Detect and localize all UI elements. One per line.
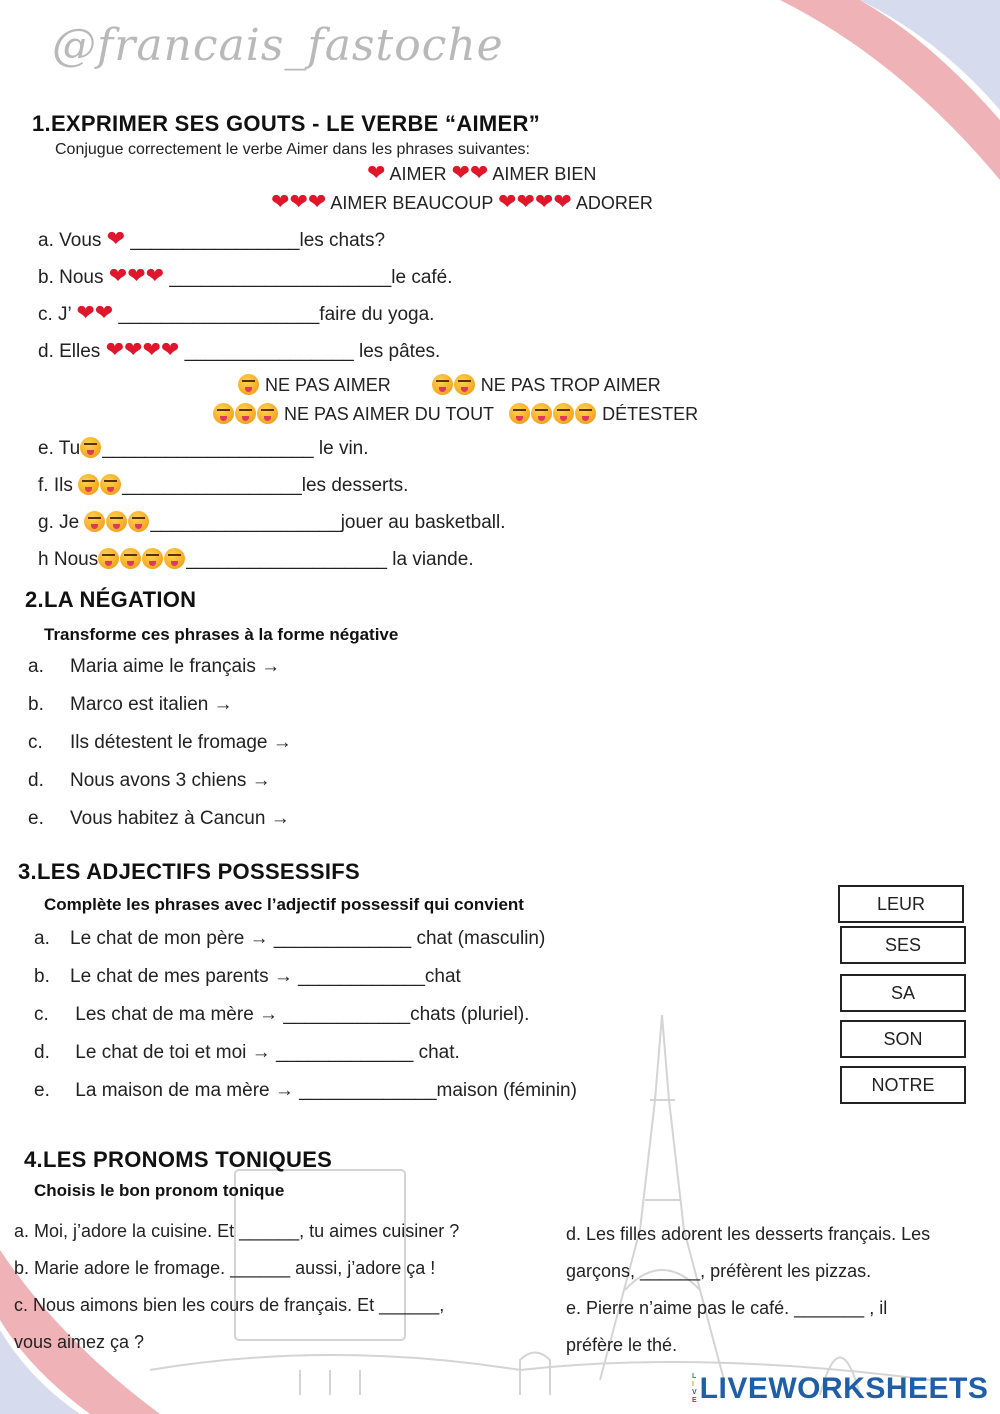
item-prefix: a. Vous — [38, 230, 102, 251]
pronoun-item-d-line1: d. Les filles adorent les desserts français. Les — [566, 1224, 931, 1244]
item-text: Le chat de mes parents → ____________chat — [70, 966, 461, 987]
item-letter: e. — [34, 1080, 50, 1101]
negation-item-a — [28, 656, 280, 678]
grimace-face-icon — [100, 474, 121, 495]
section-1-title: EXPRIMER SES GOUTS - LE VERBE “AIMER” — [50, 111, 541, 136]
section-3-number: 3. — [18, 859, 37, 884]
grimace-face-icon — [432, 374, 453, 395]
answer-blank[interactable]: _________________ — [122, 475, 302, 496]
grimace-face-icon — [454, 374, 475, 395]
legend-aimer-bien: AIMER BIEN — [492, 164, 597, 184]
item-prefix: g. Je — [38, 512, 80, 533]
item-suffix: le vin. — [313, 438, 369, 459]
grimace-face-icon — [213, 403, 234, 424]
heart-icon: ❤ — [105, 337, 125, 362]
possessive-item-d — [34, 1042, 460, 1064]
item-letter: c. — [34, 1004, 49, 1025]
heart-icon: ❤ — [124, 337, 143, 362]
legend-row-3 — [238, 374, 661, 396]
legend-ne-pas-trop-aimer: NE PAS TROP AIMER — [480, 375, 661, 395]
pronoun-item-a: a. Moi, j’adore la cuisine. Et ______, tu aimes cuisiner ? — [14, 1221, 460, 1241]
item-letter: c. — [28, 732, 43, 753]
section-2-number: 2. — [25, 587, 44, 612]
answer-blank[interactable]: ___________________ — [186, 549, 387, 570]
legend-ne-pas-aimer-du-tout: NE PAS AIMER DU TOUT — [284, 404, 495, 424]
item-text: Le chat de mon père → _____________ chat (masculin) — [70, 928, 546, 949]
grimace-face-icon — [257, 403, 278, 424]
legend-row-2 — [271, 191, 653, 214]
exercise-1f — [38, 474, 408, 497]
exercise-1h — [38, 548, 474, 571]
exercise-1d — [38, 339, 440, 363]
grimace-face-icon — [78, 474, 99, 495]
item-prefix: e. Tu — [38, 438, 81, 459]
choice-box-sa[interactable]: SA — [840, 974, 966, 1012]
answer-blank[interactable]: __________________ — [150, 512, 341, 533]
heart-icon: ❤ — [271, 189, 290, 214]
section-2-instruction: Transforme ces phrases à la forme négative — [44, 625, 399, 644]
grimace-face-icon — [553, 403, 574, 424]
answer-blank[interactable]: _____________________ — [169, 267, 392, 288]
exercise-1g — [38, 511, 505, 534]
heart-icon: ❤ — [94, 300, 114, 325]
item-letter: a. — [34, 928, 50, 949]
brand-name: LIVEWORKSHEETS — [699, 1372, 989, 1405]
exercise-1e — [38, 437, 369, 460]
answer-blank[interactable]: ____________________ — [102, 438, 314, 459]
heart-icon: ❤ — [498, 189, 517, 214]
item-letter: b. — [34, 966, 50, 987]
pronoun-item-d-line2: garçons, ______, préfèrent les pizzas. — [566, 1261, 872, 1281]
answer-blank[interactable]: ___________________ — [118, 304, 320, 325]
negation-item-c — [28, 732, 292, 754]
item-suffix: faire du yoga. — [319, 304, 435, 325]
exercise-1a — [38, 228, 385, 252]
item-text: Maria aime le français → — [70, 656, 281, 677]
grimace-face-icon — [98, 548, 119, 569]
section-4-title: LES PRONOMS TONIQUES — [42, 1147, 333, 1172]
choice-box-leur[interactable]: LEUR — [838, 885, 964, 923]
item-letter: d. — [28, 770, 44, 791]
legend-aimer-beaucoup: AIMER BEAUCOUP — [330, 193, 494, 213]
grimace-face-icon — [142, 548, 163, 569]
heart-icon: ❤ — [160, 337, 180, 362]
grimace-face-icon — [531, 403, 552, 424]
heart-icon: ❤ — [534, 189, 554, 214]
answer-blank[interactable]: ________________ — [130, 230, 300, 251]
pronoun-item-e-line1: e. Pierre n’aime pas le café. _______ , il — [566, 1298, 888, 1318]
heart-icon: ❤ — [142, 337, 161, 362]
grimace-face-icon — [120, 548, 141, 569]
answer-blank[interactable]: ________________ — [184, 341, 354, 362]
heart-icon: ❤ — [516, 189, 535, 214]
item-text: Les chat de ma mère → ____________chats (pluriel). — [70, 1004, 530, 1025]
heart-icon: ❤ — [106, 226, 126, 251]
grimace-face-icon — [164, 548, 185, 569]
legend-detester: DÉTESTER — [602, 404, 699, 424]
item-text: Nous avons 3 chiens → — [70, 770, 271, 791]
item-suffix: jouer au basketball. — [340, 512, 506, 533]
section-2-heading — [25, 587, 196, 613]
item-prefix: d. Elles — [38, 341, 101, 362]
item-suffix: le café. — [391, 267, 453, 288]
section-3-instruction: Complète les phrases avec l’adjectif possessif qui convient — [44, 895, 524, 914]
legend-aimer: AIMER — [389, 164, 447, 184]
item-letter: b. — [28, 694, 44, 715]
grimace-face-icon — [509, 403, 530, 424]
exercise-1c — [38, 302, 434, 326]
pronoun-item-c-line1: c. Nous aimons bien les cours de français. Et ______, — [14, 1295, 445, 1315]
grimace-face-icon — [80, 437, 101, 458]
possessive-item-b — [34, 966, 461, 988]
item-text: Le chat de toi et moi → _____________ chat. — [70, 1042, 460, 1063]
heart-icon: ❤ — [127, 263, 146, 288]
section-1-instruction: Conjugue correctement le verbe Aimer dans les phrases suivantes: — [55, 141, 530, 158]
grimace-face-icon — [128, 511, 149, 532]
item-suffix: la viande. — [386, 549, 474, 570]
choice-box-ses[interactable]: SES — [840, 926, 966, 964]
pronoun-item-b: b. Marie adore le fromage. ______ aussi, j’adore ça ! — [14, 1258, 436, 1278]
heart-icon: ❤ — [367, 160, 386, 185]
item-text: Vous habitez à Cancun → — [70, 808, 290, 829]
item-prefix: h Nous — [38, 549, 99, 570]
heart-icon: ❤ — [469, 160, 489, 185]
possessive-item-c — [34, 1004, 529, 1026]
item-suffix: les pâtes. — [353, 341, 441, 362]
item-text: La maison de ma mère → _____________maison (féminin) — [70, 1080, 577, 1101]
liveworksheets-logo[interactable] — [692, 1372, 988, 1406]
item-suffix: les desserts. — [301, 475, 409, 496]
item-letter: d. — [34, 1042, 50, 1063]
heart-icon: ❤ — [289, 189, 308, 214]
possessive-item-e — [34, 1080, 577, 1102]
item-prefix: b. Nous — [38, 267, 104, 288]
heart-icon: ❤ — [76, 300, 95, 325]
pronoun-item-e-line2: préfère le thé. — [566, 1335, 678, 1355]
heart-icon: ❤ — [145, 263, 165, 288]
grimace-face-icon — [575, 403, 596, 424]
legend-row-1 — [367, 162, 596, 185]
section-3-heading — [18, 859, 360, 885]
item-text: Marco est italien → — [70, 694, 233, 715]
section-2-title: LA NÉGATION — [43, 587, 197, 612]
item-text: Ils détestent le fromage → — [70, 732, 292, 753]
grimace-face-icon — [235, 403, 256, 424]
possessive-item-a — [34, 928, 545, 950]
live-badge-icon: L I V E — [692, 1373, 697, 1404]
exercise-1b — [38, 265, 453, 289]
author-handle: @francais_fastoche — [52, 20, 504, 71]
section-4-heading — [24, 1147, 332, 1173]
item-suffix: les chats? — [299, 230, 386, 251]
legend-adorer: ADORER — [575, 193, 653, 213]
section-3-title: LES ADJECTIFS POSSESSIFS — [36, 859, 360, 884]
item-letter: e. — [28, 808, 44, 829]
legend-ne-pas-aimer: NE PAS AIMER — [265, 375, 391, 395]
section-1-number: 1. — [32, 111, 51, 136]
grimace-face-icon — [238, 374, 259, 395]
heart-icon: ❤ — [307, 189, 327, 214]
heart-icon: ❤ — [451, 160, 470, 185]
heart-icon: ❤ — [553, 189, 572, 214]
legend-row-4 — [213, 403, 698, 425]
item-letter: a. — [28, 656, 44, 677]
negation-item-b — [28, 694, 233, 716]
grimace-face-icon — [84, 511, 105, 532]
negation-item-e — [28, 808, 290, 830]
negation-item-d — [28, 770, 271, 792]
choice-box-notre[interactable]: NOTRE — [840, 1066, 966, 1104]
pronoun-item-c-line2: vous aimez ça ? — [14, 1332, 145, 1352]
choice-box-son[interactable]: SON — [840, 1020, 966, 1058]
section-4-number: 4. — [24, 1147, 43, 1172]
section-4-instruction: Choisis le bon pronom tonique — [34, 1181, 285, 1200]
heart-icon: ❤ — [108, 263, 128, 288]
section-1-heading — [32, 111, 540, 137]
item-prefix: c. J’ — [38, 304, 72, 325]
grimace-face-icon — [106, 511, 127, 532]
item-prefix: f. Ils — [38, 475, 73, 496]
